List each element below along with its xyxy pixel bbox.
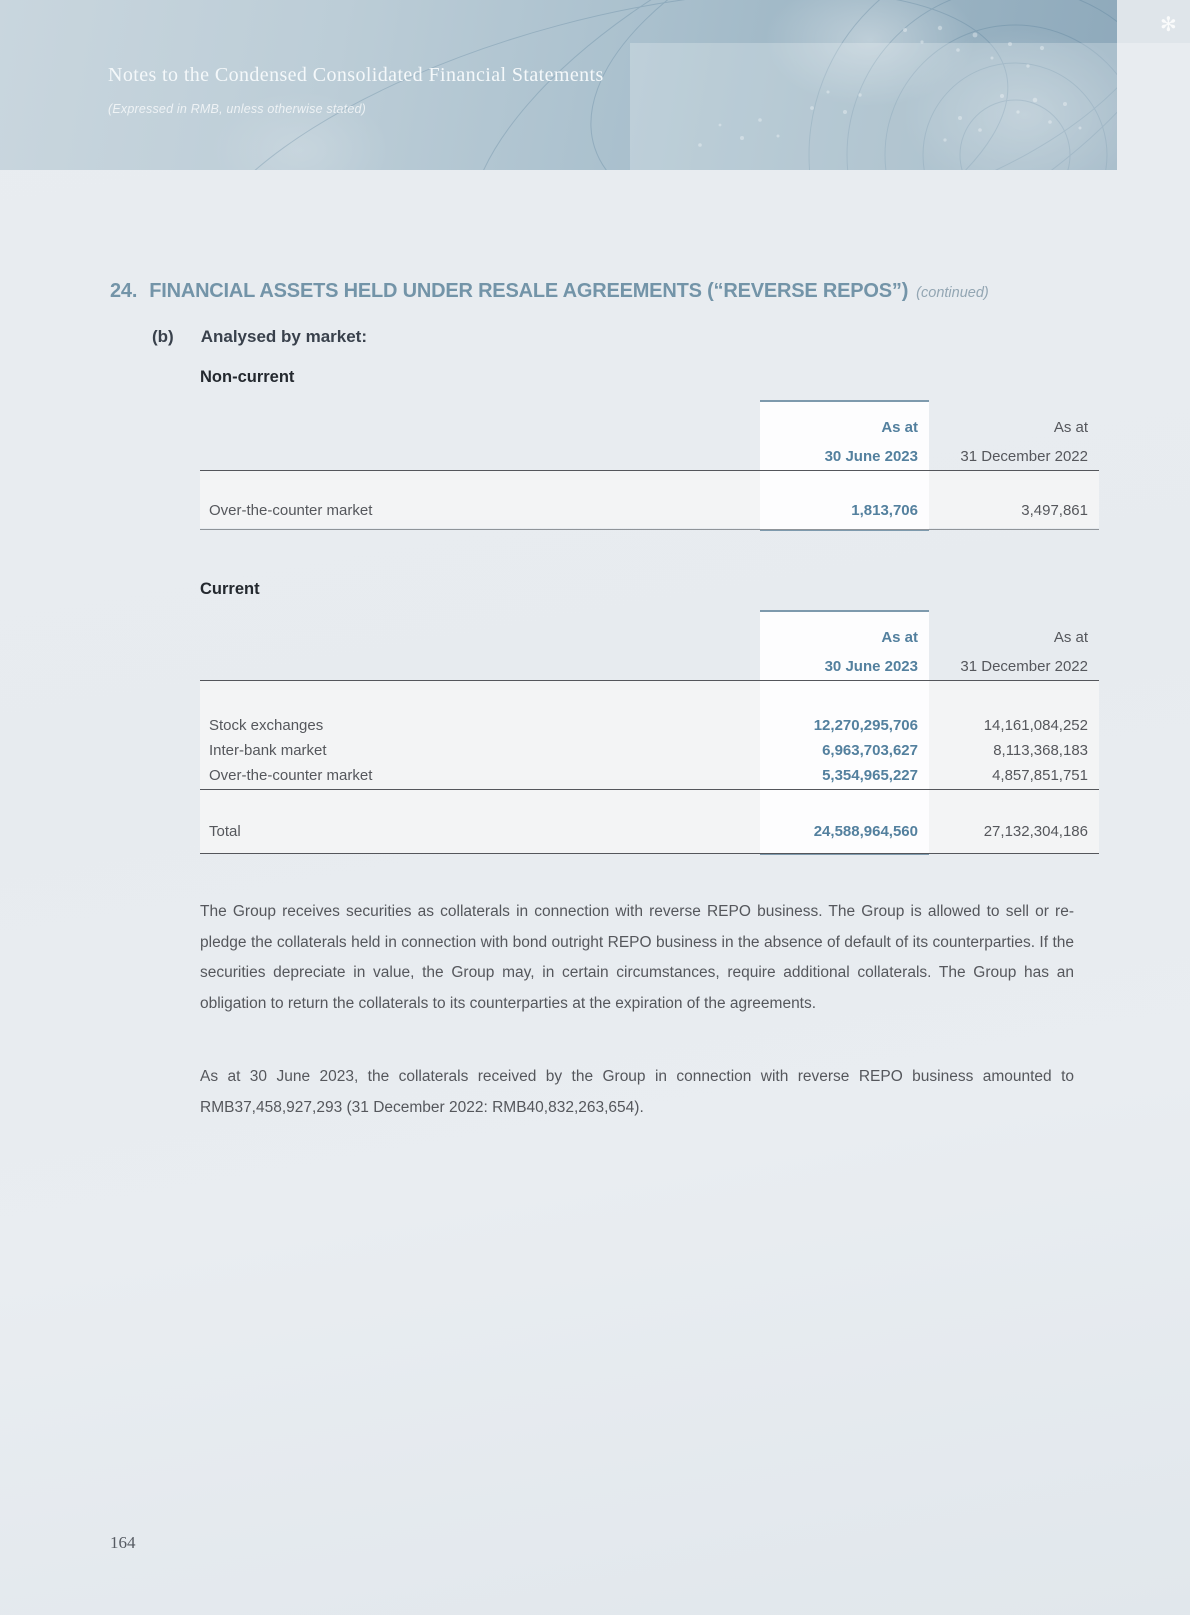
column-header-2022 (929, 413, 1099, 470)
row-label: Over-the-counter market (209, 767, 373, 784)
total-value-2023: 24,588,964,560 (813, 823, 918, 840)
column-header-2023-line1: As at (881, 629, 918, 646)
column-header-2022 (929, 623, 1099, 680)
header-banner (0, 0, 1117, 170)
section-continued: (continued) (916, 285, 989, 301)
total-separator-rule (200, 789, 1099, 790)
document-title: Notes to the Condensed Consolidated Financial Statements (108, 64, 604, 86)
row-label: Inter-bank market (209, 742, 327, 759)
bottom-rule (200, 529, 1099, 530)
current-caption: Current (200, 580, 260, 598)
table-body-band (200, 470, 1099, 528)
table-total-band (200, 789, 1099, 853)
column-header-2023-line2: 30 June 2023 (824, 448, 918, 465)
table-header (200, 610, 1099, 680)
total-row (200, 819, 1099, 844)
table-header (200, 400, 1099, 470)
value-2023: 12,270,295,706 (813, 717, 918, 734)
page-number: 164 (110, 1533, 136, 1552)
column-header-2023-line1: As at (881, 419, 918, 436)
subsection-heading (152, 327, 367, 347)
header-rule (200, 680, 1099, 681)
subsection-title: Analysed by market: (200, 327, 368, 346)
subsection-label: (b) (152, 327, 174, 346)
document-subtitle: (Expressed in RMB, unless otherwise stated) (108, 102, 367, 116)
table-row (200, 713, 1099, 738)
value-2022: 8,113,368,183 (993, 742, 1088, 759)
column-header-2022-line2: 31 December 2022 (960, 658, 1088, 675)
non-current-table (200, 400, 1099, 531)
total-label: Total (209, 823, 241, 840)
non-current-caption: Non-current (200, 368, 295, 386)
column-header-2023 (760, 623, 929, 680)
notes-paragraph-2: As at 30 June 2023, the collaterals received by the Group in connection with reverse REPO business amounted to RMB37,458,927,293 (31 December 2022: RMB40,832,263,654). (200, 1068, 1074, 1116)
column-header-2022-line1: As at (1053, 419, 1088, 436)
total-value-2022: 27,132,304,186 (983, 823, 1088, 840)
value-2022: 4,857,851,751 (992, 767, 1088, 784)
banner-right-strip (1117, 0, 1190, 43)
table-row (200, 498, 1099, 523)
column-header-2022-line1: As at (1053, 629, 1088, 646)
value-2023: 1,813,706 (851, 502, 918, 519)
value-2022: 3,497,861 (1021, 502, 1088, 519)
section-title-text: FINANCIAL ASSETS HELD UNDER RESALE AGREEMENTS (“REVERSE REPOS”) (149, 280, 909, 302)
banner-light-overlay (630, 43, 1117, 170)
row-label: Stock exchanges (209, 717, 324, 734)
bottom-rule (200, 853, 1099, 854)
column-header-2023 (760, 413, 929, 470)
current-table (200, 610, 1099, 855)
value-2023: 5,354,965,227 (822, 767, 918, 784)
table-row (200, 738, 1099, 763)
table-row (200, 763, 1099, 788)
value-2023: 6,963,703,627 (822, 742, 918, 759)
column-header-2023-line2: 30 June 2023 (824, 658, 918, 675)
row-label: Over-the-counter market (209, 502, 373, 519)
value-2022: 14,161,084,252 (983, 717, 1088, 734)
column-header-2022-line2: 31 December 2022 (960, 448, 1088, 465)
sparkle-icon: ✻ (1160, 14, 1177, 36)
header-rule (200, 470, 1099, 471)
notes-paragraph-1: The Group receives securities as collaterals in connection with reverse REPO business. The Group is allowed to sell or re-pledge the collaterals held in connection with bond outright REPO business in the absence of default of its counterparties. If the securities depreciate in value, the Group may, in certain circumstances, require additional collaterals. The Group has an obligation to return the collaterals to its counterparties at the expiration of the agreements. (200, 903, 1074, 1012)
section-heading (110, 280, 989, 303)
section-number: 24. (110, 280, 138, 302)
table-body-band (200, 680, 1099, 789)
